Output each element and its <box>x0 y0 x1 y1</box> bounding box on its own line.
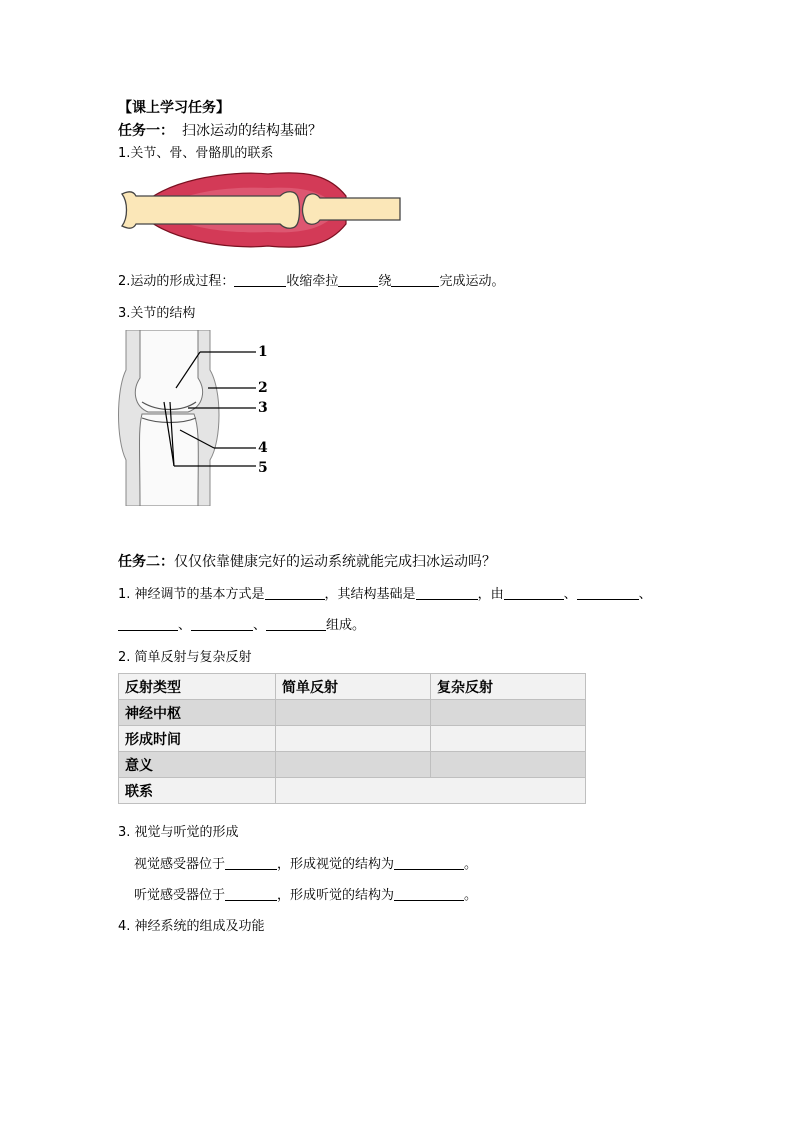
joint-label-4: 4 <box>258 440 268 456</box>
q1-text-e: 、 <box>638 587 652 602</box>
hearing-line <box>134 884 477 903</box>
joint-label-1: 1 <box>258 344 268 360</box>
task2-question-1-line2 <box>118 614 365 633</box>
q2-prefix: 2.运动的形成过程： <box>118 274 235 289</box>
row-label: 意义 <box>119 752 276 778</box>
task1-question-3: 3.关节的结构 <box>118 306 196 321</box>
table-cell[interactable] <box>431 726 586 752</box>
task1-title: 扫冰运动的结构基础？ <box>182 123 322 139</box>
q1-text-f: 、 <box>178 618 192 633</box>
table-row <box>119 752 586 778</box>
table-header: 简单反射 <box>276 674 431 700</box>
joint-label-3: 3 <box>258 400 268 416</box>
q2-mid1: 收缩牵拉 <box>286 274 339 289</box>
q2-suffix: 完成运动。 <box>439 274 505 289</box>
table-row <box>119 726 586 752</box>
blank-1[interactable] <box>234 272 286 287</box>
joint-label-2: 2 <box>258 380 268 396</box>
hearing-text-b: ，形成听觉的结构为 <box>277 888 395 903</box>
blank-14[interactable] <box>394 886 464 901</box>
task1-label: 任务一： <box>118 123 174 139</box>
row-label: 神经中枢 <box>119 700 276 726</box>
blank-2[interactable] <box>338 272 378 287</box>
row-label: 联系 <box>119 778 276 804</box>
table-row <box>119 700 586 726</box>
vision-text-b: ，形成视觉的结构为 <box>277 857 395 872</box>
blank-6[interactable] <box>504 585 564 600</box>
task2-question-4: 4. 神经系统的组成及功能 <box>118 919 265 934</box>
task1-question-2 <box>118 270 504 289</box>
q2-mid2: 绕 <box>378 274 392 289</box>
blank-9[interactable] <box>191 616 253 631</box>
row-label: 形成时间 <box>119 726 276 752</box>
vision-text-a: 视觉感受器位于 <box>134 857 226 872</box>
table-cell[interactable] <box>276 752 431 778</box>
vision-text-c: 。 <box>464 857 478 872</box>
vision-line <box>134 853 477 872</box>
q1-text-g: 、 <box>253 618 267 633</box>
task1-heading <box>118 120 322 140</box>
blank-11[interactable] <box>225 855 277 870</box>
task2-question-1-line1 <box>118 583 652 602</box>
table-header: 复杂反射 <box>431 674 586 700</box>
reflex-table <box>118 673 586 804</box>
task1-question-1: 1.关节、骨、骨骼肌的联系 <box>118 146 274 161</box>
blank-8[interactable] <box>118 616 178 631</box>
q1-text-b: ，其结构基础是 <box>324 587 416 602</box>
task2-question-3: 3. 视觉与听觉的形成 <box>118 825 239 840</box>
hearing-text-c: 。 <box>464 888 478 903</box>
blank-5[interactable] <box>416 585 478 600</box>
q1-text-a: 1. 神经调节的基本方式是 <box>118 587 265 602</box>
hearing-text-a: 听觉感受器位于 <box>134 888 226 903</box>
bone-muscle-illustration <box>120 166 402 254</box>
table-cell[interactable] <box>276 726 431 752</box>
q1-text-h: 组成。 <box>326 618 366 633</box>
blank-13[interactable] <box>225 886 277 901</box>
task2-question-2: 2. 简单反射与复杂反射 <box>118 650 252 665</box>
table-row <box>119 778 586 804</box>
table-cell[interactable] <box>431 752 586 778</box>
section-title: 【课上学习任务】 <box>118 100 230 116</box>
q1-text-c: ，由 <box>477 587 504 602</box>
table-header: 反射类型 <box>119 674 276 700</box>
blank-12[interactable] <box>394 855 464 870</box>
table-cell[interactable] <box>431 700 586 726</box>
q1-text-d: 、 <box>563 587 577 602</box>
task2-title: 仅仅依靠健康完好的运动系统就能完成扫冰运动吗？ <box>174 554 496 570</box>
blank-3[interactable] <box>391 272 439 287</box>
blank-7[interactable] <box>577 585 639 600</box>
joint-structure-diagram <box>118 330 278 506</box>
task2-label: 任务二： <box>118 554 174 570</box>
blank-10[interactable] <box>266 616 326 631</box>
table-header-row <box>119 674 586 700</box>
blank-4[interactable] <box>265 585 325 600</box>
table-cell[interactable] <box>276 700 431 726</box>
task2-heading <box>118 551 496 571</box>
table-cell[interactable] <box>276 778 586 804</box>
joint-label-5: 5 <box>258 460 268 476</box>
